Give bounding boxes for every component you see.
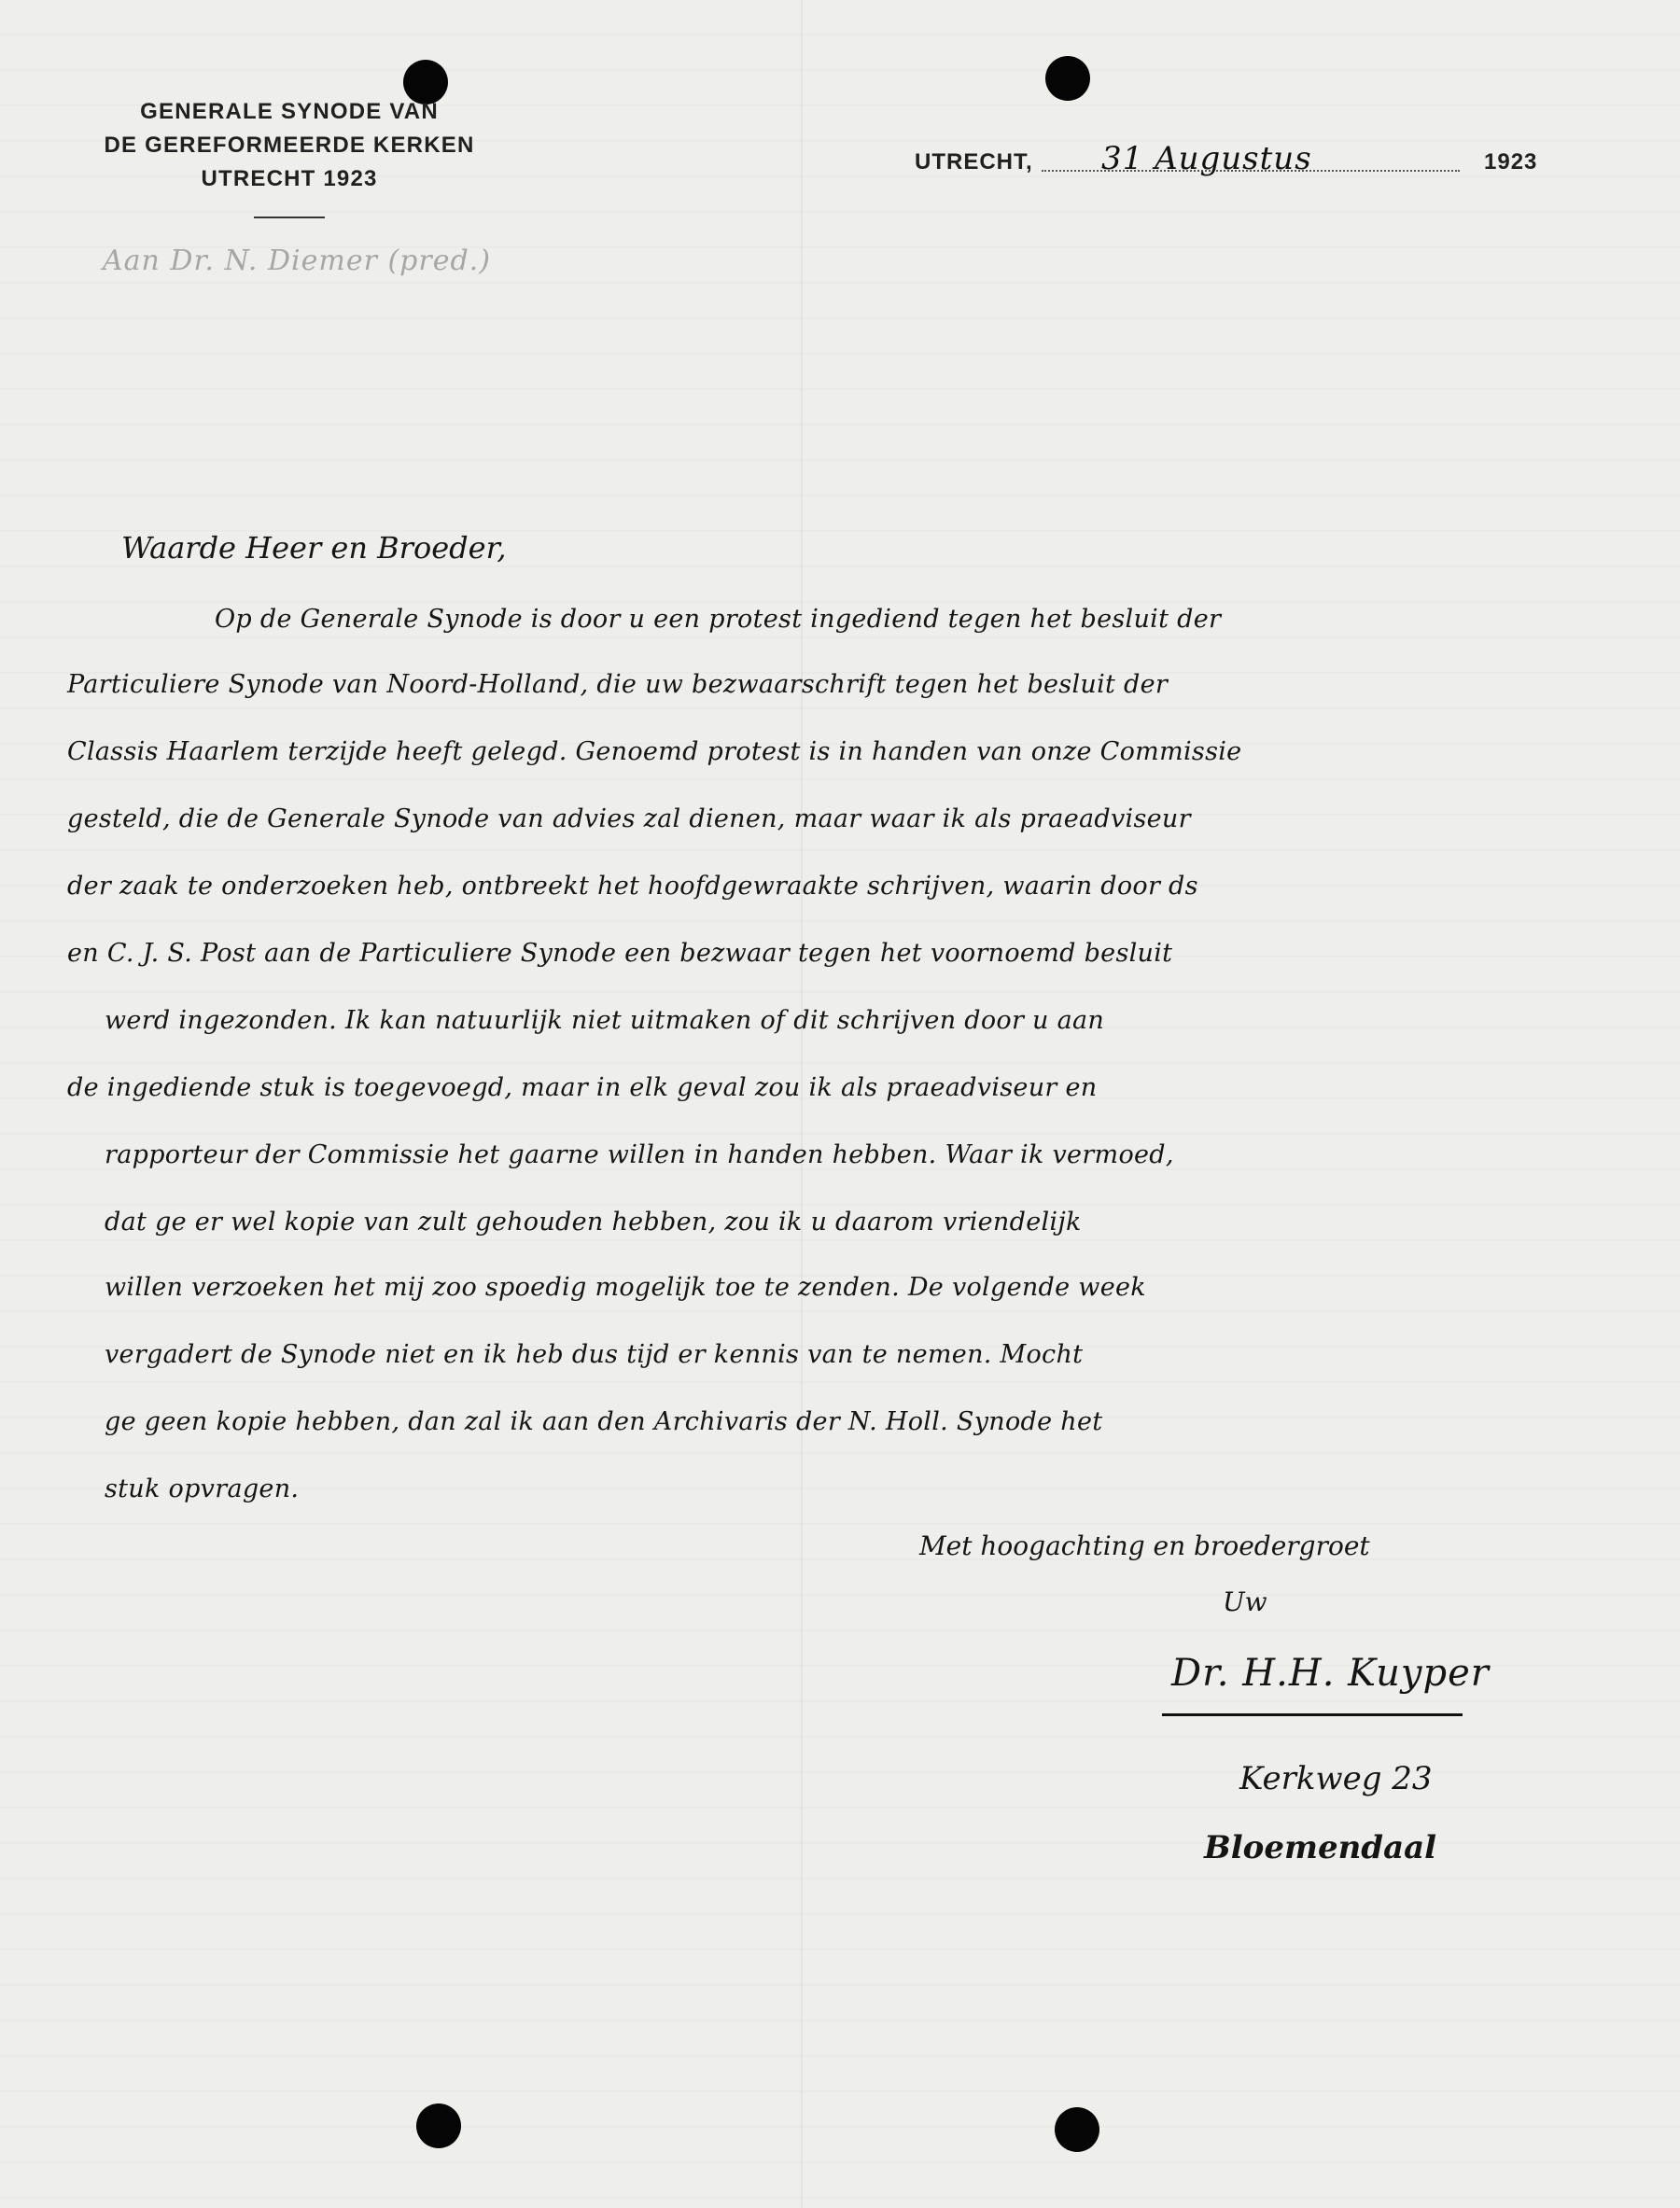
body-line: dat ge er wel kopie van zult gehouden hebben, zou ik u daarom vriendelijk	[105, 1208, 1082, 1237]
letterhead-rule	[254, 217, 325, 218]
body-line: gesteld, die de Generale Synode van advies zal dienen, maar waar ik als praeadviseur	[67, 804, 1191, 833]
date-place: UTRECHT,	[915, 149, 1033, 175]
closing: Met hoogachting en broedergroet	[919, 1530, 1370, 1561]
body-line: rapporteur der Commissie het gaarne willen in handen hebben. Waar ik vermoed,	[105, 1140, 1174, 1169]
body-line: de ingediende stuk is toegevoegd, maar in elk geval zou ik als praeadviseur en	[67, 1073, 1098, 1102]
body-line: Op de Generale Synode is door u een protest ingediend tegen het besluit der	[215, 605, 1222, 634]
body-line: willen verzoeken het mij zoo spoedig mogelijk toe te zenden. De volgende week	[105, 1273, 1146, 1302]
signature-prefix: Uw	[1223, 1586, 1267, 1617]
letterhead	[75, 95, 504, 218]
body-line: en C. J. S. Post aan de Particuliere Synode een bezwaar tegen het voornoemd besluit	[67, 939, 1173, 968]
punch-hole-bottom-right	[1055, 2107, 1099, 2152]
letterhead-line-2: DE GEREFORMEERDE KERKEN	[104, 133, 475, 158]
body-line: werd ingezonden. Ik kan natuurlijk niet uitmaken of dit schrijven door u aan	[105, 1006, 1105, 1035]
body-line: der zaak te onderzoeken heb, ontbreekt het hoofdgewraakte schrijven, waarin door ds	[67, 872, 1198, 901]
address-town: Bloemendaal	[1204, 1829, 1437, 1866]
pencil-note: Aan Dr. N. Diemer (pred.)	[103, 245, 491, 277]
salutation: Waarde Heer en Broeder,	[121, 530, 507, 566]
punch-hole-top-right	[1045, 56, 1090, 101]
letterhead-line-1: GENERALE SYNODE VAN	[140, 99, 439, 124]
page-fold	[801, 0, 803, 2208]
signature: Dr. H.H. Kuyper	[1171, 1652, 1490, 1695]
body-line: stuk opvragen.	[105, 1474, 300, 1503]
date-handwritten: 31 Augustus	[1101, 140, 1312, 177]
signature-underline	[1162, 1713, 1463, 1716]
body-line: Particuliere Synode van Noord-Holland, die uw bezwaarschrift tegen het besluit der	[67, 670, 1169, 699]
body-line: Classis Haarlem terzijde heeft gelegd. Genoemd protest is in handen van onze Commissie	[67, 737, 1242, 766]
body-line: ge geen kopie hebben, dan zal ik aan den Archivaris der N. Holl. Synode het	[105, 1407, 1103, 1436]
punch-hole-bottom-left	[416, 2103, 461, 2148]
letterhead-line-3: UTRECHT 1923	[201, 166, 378, 191]
dateline	[915, 140, 1549, 183]
body-line: vergadert de Synode niet en ik heb dus tijd er kennis van te nemen. Mocht	[105, 1340, 1084, 1369]
address-street: Kerkweg 23	[1239, 1760, 1433, 1797]
date-year: 1923	[1484, 149, 1538, 175]
